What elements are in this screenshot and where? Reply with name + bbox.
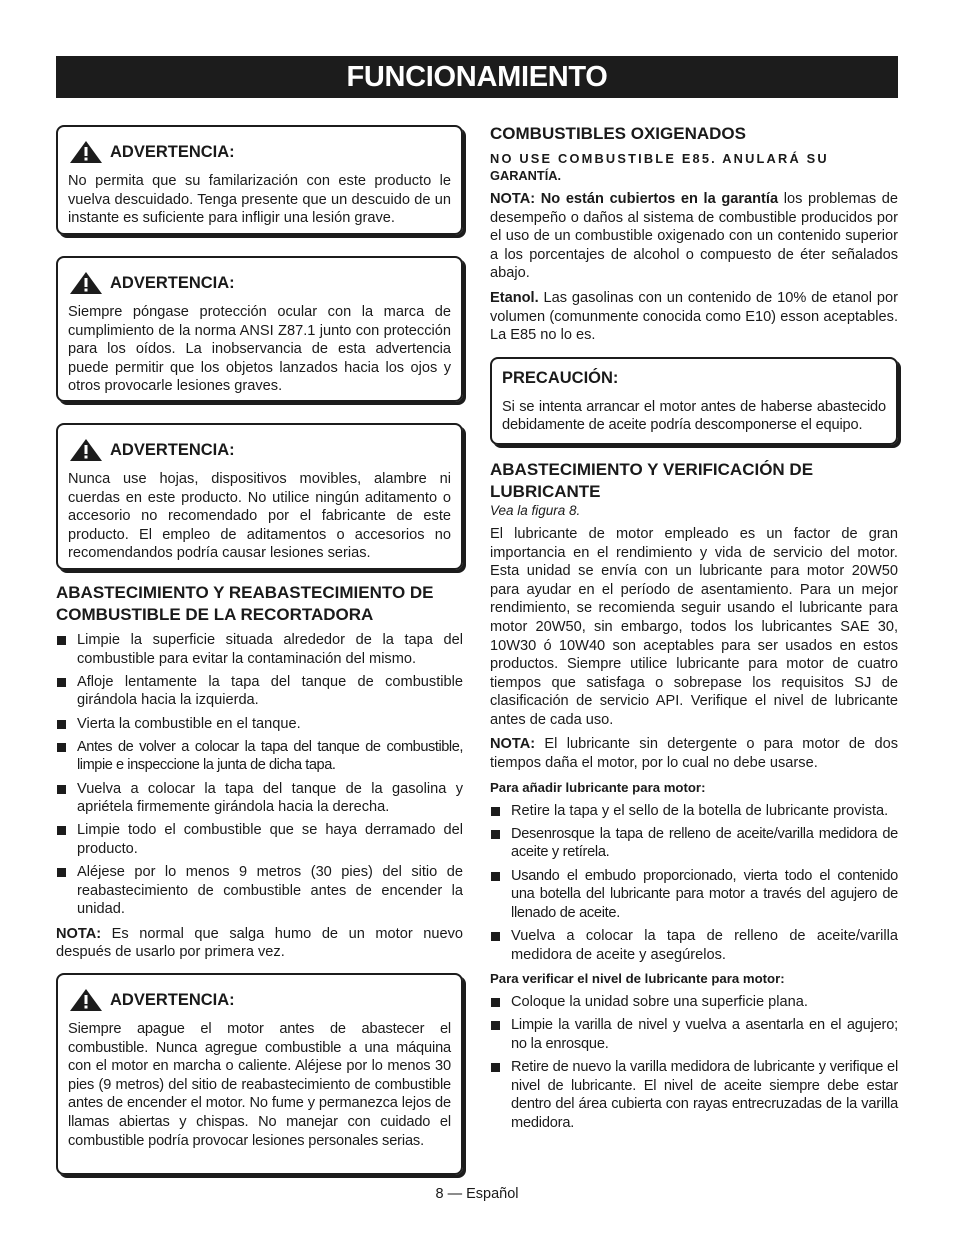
square-bullet-icon xyxy=(491,932,500,941)
square-bullet-icon xyxy=(491,872,500,881)
oxy-heading: COMBUSTIBLES OXIGENADOS xyxy=(490,124,746,143)
warning-text: Siempre apague el motor antes de abastecer el combustible. Nunca agregue combustible a una máquina con el motor en marcha o caliente. Aléjese por lo menos 30 pies (9 metros) del sitio de reabastecimiento de combustible antes de encender el motor. No fume y permanezca lejos de llamas abiertas y chispas. No manejar con cuidado el combustible podría provocar lesiones personales serias. xyxy=(68,1021,451,1149)
list-item: Desenrosque la tapa de relleno de aceite/varilla medidora de aceite y retírela. xyxy=(490,825,898,862)
check-lub-list xyxy=(490,993,898,1132)
fuel-section-heading: ABASTECIMIENTO Y REABASTECIMIENTO DE COMBUSTIBLE DE LA RECORTADORA xyxy=(56,583,434,624)
list-item: Retire de nuevo la varilla medidora de lubricante y verifique el nivel de lubricante. El nivel de aceite siempre debe estar dentro del área cubierta con rayas entrecruzadas de la varilla medidora. xyxy=(490,1058,898,1132)
warning-text: No permita que su familarización con este producto le vuelva descuidado. Tenga presente que un descuido de un instante es suficiente para infligir una lesión grave. xyxy=(68,173,451,227)
square-bullet-icon xyxy=(57,678,66,687)
warning-text: Nunca use hojas, dispositivos movibles, alambre ni cuerdas en este producto. No utilice ningún aditamento o accesorio no recomendado por el fabricante de este producto. El empleo de aditamentos o accesorios no recomendandos podría causar lesiones serias. xyxy=(68,471,451,562)
square-bullet-icon xyxy=(491,1063,500,1072)
caution-title: PRECAUCIÓN: xyxy=(502,368,619,387)
caution-box xyxy=(490,357,898,445)
square-bullet-icon xyxy=(57,636,66,645)
list-item: Usando el embudo proporcionado, vierta todo el contenido una botella del lubricante para motor a través del agujero de llenado de aceite. xyxy=(490,867,898,923)
warning-box-4 xyxy=(56,973,463,1175)
fuel-bullet-list xyxy=(56,631,463,919)
lub-note: NOTA: El lubricante sin detergente o para motor de dos tiempos daña el motor, por lo cual no debe usarse. xyxy=(490,736,898,772)
warning-title: ADVERTENCIA: xyxy=(110,274,235,292)
warning-title: ADVERTENCIA: xyxy=(110,441,235,459)
square-bullet-icon xyxy=(57,720,66,729)
square-bullet-icon xyxy=(57,743,66,752)
square-bullet-icon xyxy=(491,998,500,1007)
warning-box-1 xyxy=(56,125,463,235)
add-lub-heading: Para añadir lubricante para motor: xyxy=(490,779,706,795)
page-title: FUNCIONAMIENTO xyxy=(56,56,898,98)
square-bullet-icon xyxy=(491,807,500,816)
see-figure: Vea la figura 8. xyxy=(490,502,581,518)
warning-text: Siempre póngase protección ocular con la marca de cumplimiento de la norma ANSI Z87.1 junto con protección para los oídos. La inobservancia de esta advertencia puede permitir que los objetos lanzados hacia los ojos y otros provocarle lesiones graves. xyxy=(68,304,451,395)
list-item: Limpie todo el combustible que se haya derramado del producto. xyxy=(56,821,463,858)
list-item: Coloque la unidad sobre una superficie plana. xyxy=(490,993,898,1012)
list-item: Afloje lentamente la tapa del tanque de combustible girándola hacia la izquierda. xyxy=(56,673,463,710)
list-item: Vuelva a colocar la tapa del tanque de la gasolina y apriételа firmemente girándola hacia la derecha. xyxy=(56,780,463,817)
page-footer: 8 — Español xyxy=(435,1186,519,1202)
warning-title: ADVERTENCIA: xyxy=(110,143,235,161)
warning-triangle-icon xyxy=(70,272,102,294)
list-item: Vuelva a colocar la tapa de relleno de aceite/varilla medidora de aceite y asegúrelos. xyxy=(490,927,898,964)
caution-text: Si se intenta arrancar el motor antes de haberse abastecido debidamente de aceite podría descomponerse el equipo. xyxy=(502,398,886,434)
fuel-note: NOTA: Es normal que salga humo de un motor nuevo después de usarlo por primera vez. xyxy=(56,925,463,961)
warning-triangle-icon xyxy=(70,141,102,163)
list-item: Antes de volver a colocar la tapa del tanque de combustible, limpie e inspeccione la junta de dicha tapa. xyxy=(56,738,463,775)
add-lub-list xyxy=(490,802,898,965)
left-column xyxy=(56,125,463,1196)
square-bullet-icon xyxy=(491,830,500,839)
square-bullet-icon xyxy=(57,868,66,877)
check-lub-heading: Para verificar el nivel de lubricante para motor: xyxy=(490,971,785,987)
lub-heading: ABASTECIMIENTO Y VERIFICACIÓN DE LUBRICANTE xyxy=(490,459,814,501)
warning-triangle-icon xyxy=(70,439,102,461)
warning-triangle-icon xyxy=(70,989,102,1011)
oxy-warning-line-1: NO USE COMBUSTIBLE E85. ANULARÁ SU xyxy=(490,151,829,166)
warning-title: ADVERTENCIA: xyxy=(110,991,235,1010)
list-item: Limpie la varilla de nivel y vuelva a asentarla en el agujero; no la enrosque. xyxy=(490,1016,898,1053)
oxy-warning-line-2: GARANTÍA. xyxy=(490,168,562,183)
square-bullet-icon xyxy=(57,826,66,835)
square-bullet-icon xyxy=(57,785,66,794)
list-item: Retire la tapa y el sello de la botella de lubricante provista. xyxy=(490,802,898,821)
oxy-note: NOTA: No están cubiertos en la garantía los problemas de desempeño o daños al sistema de combustible producidos por el uso de un combustible oxigenado con un contenido superior a los porcentajes de alcohol o compuesto de éter señalados abajo. xyxy=(490,191,898,282)
list-item: Limpie la superficie situada alrededor de la tapa del combustible para evitar la contaminación del mismo. xyxy=(56,631,463,668)
etanol-paragraph: Etanol. Las gasolinas con un contenido de 10% de etanol por volumen (comunmente conocida como E10) esson aceptables. La E85 no lo es. xyxy=(490,289,898,344)
lub-paragraph: El lubricante de motor empleado es un factor de gran importancia en el rendimiento y vida de servicio del motor. Esta unidad se envía con un lubricante para motor 20W50 para ayudar en el período de asentamiento. Para un mejor rendimiento, se recomienda seguir usando el lubricante para motor 20W50, sin embargo, todos los lubricantes SAE 30, 10W30 ó 10W40 son aceptables para ser usados en estos productos. Siempre utilice lubricante para motor de cuatro tiempos que satisfaga o sobrepase los requisitos SJ de clasificación de servicio API. Verifique el nivel de lubricante antes de cada uso. xyxy=(490,525,898,728)
list-item: Vierta la combustible en el tanque. xyxy=(56,715,463,734)
list-item: Aléjese por lo menos 9 metros (30 pies) del sitio de reabastecimiento de combustible antes de encender la unidad. xyxy=(56,863,463,919)
warning-box-3 xyxy=(56,423,463,570)
warning-box-2 xyxy=(56,256,463,402)
square-bullet-icon xyxy=(491,1021,500,1030)
right-column xyxy=(490,123,898,1139)
